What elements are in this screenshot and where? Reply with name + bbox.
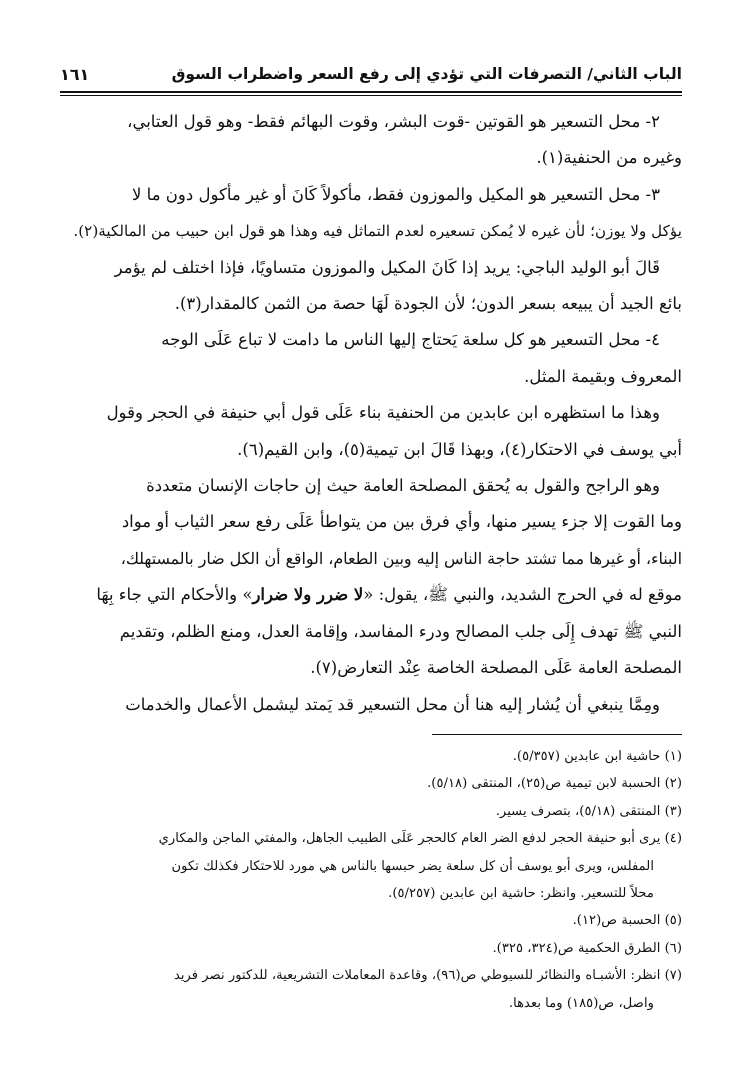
footnote: (٥) الحسبة ص(١٢).: [572, 913, 682, 929]
footnote: (٦) الطرق الحكمية ص(٣٢٤، ٣٢٥).: [492, 940, 682, 956]
paragraph-line: [66, 577, 682, 613]
footnote-separator: [432, 734, 682, 735]
main-text: [66, 104, 682, 723]
footnote-continuation: واصل، ص(١٨٥) وما بعدها.: [508, 995, 654, 1011]
text-run: » والأحكام التي جاء بِهَا: [96, 585, 253, 605]
footnote: (١) حاشية ابن عابدين (٥/٣٥٧).: [512, 749, 682, 764]
paragraph-line: وهو الراجح والقول به يُحقق المصلحة العامة حيث إن حاجات الإنسان متعددة: [146, 476, 660, 496]
paragraph-line: ٤- محل التسعير هو كل سلعة يَحتاج إليها الناس ما دامت لا تباع عَلَى الوجه: [161, 330, 660, 350]
hadith-quote: لا ضرر ولا ضرار: [252, 585, 364, 605]
paragraph-line: وما القوت إلا جزء يسير منها، وأي فرق بين من يتواطأ عَلَى رفع سعر الثياب أو مواد: [121, 512, 682, 532]
paragraph-line: المصلحة العامة عَلَى المصلحة الخاصة عِنْد التعارض(٧).: [310, 658, 682, 678]
header-rule-thin: [60, 95, 682, 96]
paragraph-line: بائع الجيد أن يبيعه بسعر الدون؛ لأن الجودة لَهَا حصة من الثمن كالمقدار(٣).: [174, 294, 682, 314]
footnote: (٣) المنتقى (٥/١٨)، بتصرف يسير.: [495, 803, 682, 819]
footnote: (٧) انظر: الأشبـاه والنظائر للسيوطي ص(٩٦)، وقاعدة المعاملات التشريعية، للدكتور نصر فريد: [173, 968, 682, 984]
footnotes: [66, 743, 682, 1017]
paragraph-line: ٢- محل التسعير هو القوتين -قوت البشر، وقوت البهائم فقط- وهو قول العتابي،: [127, 112, 660, 131]
footnote-continuation: محلاً للتسعير. وانظر: حاشية ابن عابدين (٥/٢٥٧).: [388, 886, 654, 902]
paragraph-line: وهذا ما استظهره ابن عابدين من الحنفية بناء عَلَى قول أبي حنيفة في الحجر وقول: [106, 403, 660, 423]
paragraph-line: النبي ﷺ تهدف إِلَى جلب المصالح ودرء المفاسد، وإقامة العدل، ومنع الظلم، وتقديم: [119, 621, 682, 641]
footnote-continuation: المفلس، ويرى أبو يوسف أن كل سلعة يضر حبسها بالناس هي مورد للاحتكار فكذلك تكون: [171, 858, 654, 874]
header-rule: [60, 91, 682, 93]
paragraph-line: وغيره من الحنفية(١).: [536, 148, 682, 168]
text-run: موقع له في الحرج الشديد، والنبي ﷺ، يقول: «: [363, 585, 682, 605]
page-number: ١٦١: [60, 64, 90, 84]
running-header: [60, 58, 682, 90]
paragraph-line: البناء، أو غيرها مما تشتد حاجة الناس إليه وبين الطعام، الواقع أن الكل ضار بالمستهلك،: [120, 548, 682, 568]
paragraph-line: ٣- محل التسعير هو المكيل والموزون فقط، مأكولاً كَانَ أو غير مأكول دون ما لا: [132, 184, 660, 204]
paragraph-line: المعروف وبقيمة المثل.: [524, 366, 682, 386]
paragraph-line: ومِمَّا ينبغي أن يُشار إليه هنا أن محل التسعير قد يَمتد ليشمل الأعمال والخدمات: [125, 694, 660, 714]
paragraph-line: يؤكل ولا يوزن؛ لأن غيره لا يُمكن تسعيره لعدم التماثل فيه وهذا هو قول ابن حبيب من المالكية(٢).: [73, 222, 682, 241]
paragraph-line: قَالَ أبو الوليد الباجي: يريد إذا كَانَ المكيل والموزون متساويًا، فإذا اختلف لم يؤمر: [114, 257, 660, 277]
footnote: (٢) الحسبة لابن تيمية ص(٢٥)، المنتقى (٥/١٨).: [427, 776, 682, 792]
chapter-title: الباب الثاني/ التصرفات التي تؤدي إلى رفع السعر واضطراب السوق: [171, 65, 682, 83]
paragraph-line: أبي يوسف في الاحتكار(٤)، وبهذا قَالَ ابن تيمية(٥)، وابن القيم(٦).: [237, 439, 682, 459]
footnote: (٤) يرى أبو حنيفة الحجر لدفع الضر العام كالحجر عَلَى الطبيب الجاهل، والمفتي الماجن والمكاري: [158, 831, 682, 847]
